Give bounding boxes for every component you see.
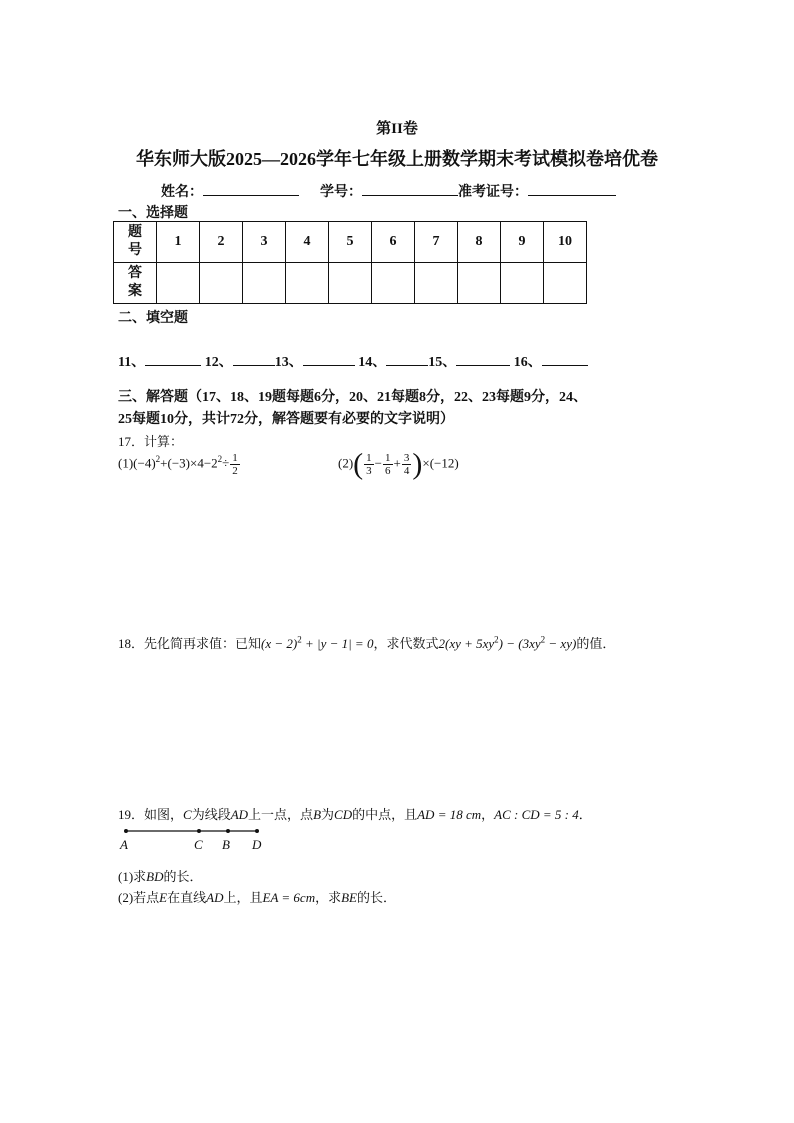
- question-number-cell: 1: [157, 222, 200, 263]
- q17-part2: (2)( $\frac{1}{3}$ − $\frac{1}{6}$ + $\frac{3}{4}$ )×(−12): [338, 447, 459, 481]
- point-b-label: B: [222, 837, 230, 852]
- fill-blank[interactable]: [233, 351, 275, 366]
- fraction: $\frac{1}{2}$: [232, 452, 238, 477]
- table-row: [114, 222, 587, 263]
- point-a-dot: [124, 829, 128, 833]
- q19-sub1: (1)求BD的长．: [118, 869, 203, 884]
- student-info: [161, 181, 616, 201]
- fill-blank[interactable]: [542, 351, 588, 366]
- fill-number: 15、: [428, 355, 457, 370]
- point-b-dot: [226, 829, 230, 833]
- answer-cell[interactable]: [372, 263, 415, 304]
- fill-blank[interactable]: [145, 351, 201, 366]
- name-blank[interactable]: [203, 181, 299, 196]
- q18-text: 18．先化简再求值：已知$(x - 2)^2 + |y - 1| = 0$，求代数式$2(xy + 5xy^2) - (3xy^2 - xy)$的值．: [118, 634, 616, 651]
- exam-label: 准考证号：: [458, 185, 528, 200]
- answer-cell[interactable]: [329, 263, 372, 304]
- id-blank[interactable]: [362, 181, 458, 196]
- answer-cell[interactable]: [458, 263, 501, 304]
- fill-blank[interactable]: [386, 351, 428, 366]
- answer-cell[interactable]: [544, 263, 587, 304]
- name-label: 姓名：: [161, 185, 203, 200]
- question-number-cell: 3: [243, 222, 286, 263]
- question-number-cell: 7: [415, 222, 458, 263]
- section-solve-heading-cont: 25每题10分，共计72分，解答题要有必要的文字说明）: [118, 412, 454, 427]
- fraction: $\frac{1}{3}$: [366, 452, 372, 477]
- fill-number: 11、: [118, 355, 146, 370]
- row-header-answer: 答 案: [114, 263, 157, 304]
- point-c-dot: [197, 829, 201, 833]
- question-number-cell: 6: [372, 222, 415, 263]
- question-number-cell: 2: [200, 222, 243, 263]
- point-c-label: C: [194, 837, 203, 852]
- fill-blank[interactable]: [303, 351, 355, 366]
- fill-number: 13、: [274, 355, 303, 370]
- q19-text: 19．如图，C为线段AD上一点，点B为CD的中点，且AD = 18 cm，AC : CD = 5 : 4．: [118, 807, 592, 822]
- q17-part1: $(1)(-4)^2+(-3)\times 4-2^2\div$ $\frac{1}{2}$: [118, 452, 238, 477]
- answer-cell[interactable]: [200, 263, 243, 304]
- question-number-cell: 5: [329, 222, 372, 263]
- fraction: $\frac{1}{6}$: [385, 452, 391, 477]
- answer-cell[interactable]: [243, 263, 286, 304]
- fill-blank[interactable]: [456, 351, 510, 366]
- page-title: 华东师大版2025—2026学年七年级上册数学期末考试模拟卷培优卷: [136, 149, 658, 169]
- q19-sub2: (2)若点E在直线AD上，且EA = 6cm，求BE的长．: [118, 890, 396, 905]
- fraction: $\frac{3}{4}$: [403, 452, 410, 477]
- answer-cell[interactable]: [501, 263, 544, 304]
- point-a-label: A: [120, 837, 128, 852]
- table-row: [114, 263, 587, 304]
- question-number-cell: 10: [544, 222, 587, 263]
- section-solve-heading: 三、解答题（17、18、19题每题6分，20、21每题8分，22、23每题9分，24、: [118, 390, 587, 405]
- answer-cell[interactable]: [157, 263, 200, 304]
- point-d-dot: [255, 829, 259, 833]
- fill-number: 14、: [358, 355, 387, 370]
- id-label: 学号：: [320, 185, 362, 200]
- row-header-number: 题 号: [114, 222, 157, 263]
- section-choice-heading: 一、选择题: [118, 206, 188, 221]
- fill-number: 16、: [513, 355, 542, 370]
- question-number-cell: 4: [286, 222, 329, 263]
- point-d-label: D: [252, 837, 262, 852]
- question-number-cell: 9: [501, 222, 544, 263]
- answer-table: [113, 221, 587, 304]
- question-number-cell: 8: [458, 222, 501, 263]
- answer-cell[interactable]: [415, 263, 458, 304]
- segment-diagram: [118, 824, 268, 856]
- section-fill-heading: 二、填空题: [118, 311, 188, 326]
- q17-prompt: 17．计算：: [118, 434, 184, 449]
- volume-label: 第II卷: [376, 121, 418, 137]
- fill-number: 12、: [204, 355, 233, 370]
- fill-blank-row: [118, 351, 588, 371]
- answer-cell[interactable]: [286, 263, 329, 304]
- exam-blank[interactable]: [528, 181, 616, 196]
